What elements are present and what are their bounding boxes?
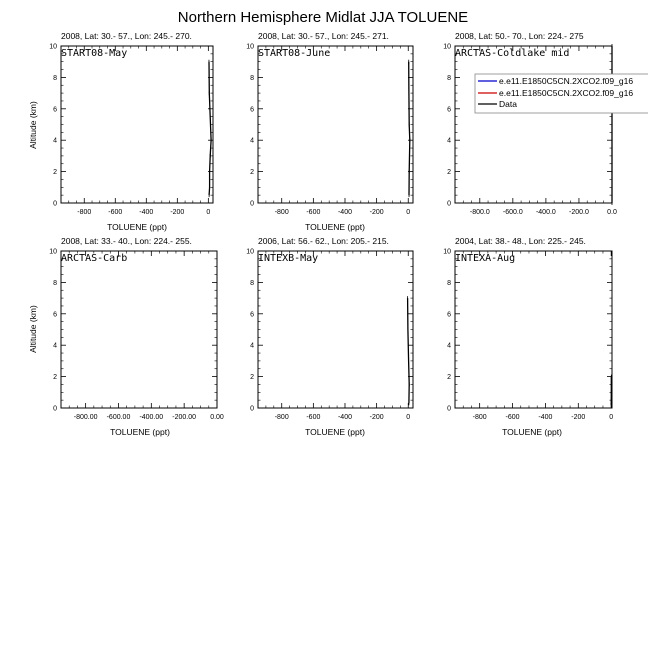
panel-intexa-aug bbox=[443, 236, 613, 437]
y-tick-label: 10 bbox=[49, 248, 57, 256]
x-tick-label: 0 bbox=[206, 209, 211, 216]
legend-label-data: Data bbox=[499, 99, 517, 109]
x-tick-label: 0 bbox=[406, 414, 411, 421]
x-tick-label: -400 bbox=[139, 209, 154, 216]
panel-start08-may bbox=[28, 31, 213, 232]
x-tick-label: -200 bbox=[571, 414, 586, 421]
panel-arctas-coldlake bbox=[443, 31, 617, 216]
x-tick-label: -600 bbox=[306, 414, 321, 421]
legend bbox=[475, 74, 648, 113]
x-axis-label: TOLUENE (ppt) bbox=[110, 427, 170, 437]
y-tick-label: 4 bbox=[53, 342, 57, 350]
y-tick-label: 0 bbox=[250, 200, 254, 208]
x-tick-label: -800 bbox=[274, 414, 289, 421]
x-tick-label: -400 bbox=[337, 414, 352, 421]
panel-label: INTEXA-Aug bbox=[455, 253, 516, 264]
panel-label: INTEXB-May bbox=[258, 253, 319, 264]
x-tick-label: -400 bbox=[538, 414, 553, 421]
panel-subtitle: 2008, Lat: 30.- 57., Lon: 245.- 271. bbox=[258, 31, 389, 41]
panel-subtitle: 2006, Lat: 56.- 62., Lon: 205.- 215. bbox=[258, 236, 389, 246]
y-tick-label: 6 bbox=[250, 106, 254, 114]
x-tick-label: -800.00 bbox=[73, 414, 98, 421]
x-tick-label: -800 bbox=[274, 209, 289, 216]
y-tick-label: 0 bbox=[53, 405, 57, 413]
y-tick-label: 8 bbox=[447, 279, 451, 287]
x-tick-label: -200 bbox=[369, 414, 384, 421]
x-tick-label: -400.0 bbox=[535, 209, 556, 216]
x-tick-label: -600.00 bbox=[106, 414, 131, 421]
y-tick-label: 10 bbox=[443, 248, 451, 256]
y-tick-label: 2 bbox=[447, 374, 451, 382]
x-axis-label: TOLUENE (ppt) bbox=[502, 427, 562, 437]
y-tick-label: 4 bbox=[250, 137, 254, 145]
y-tick-label: 2 bbox=[447, 169, 451, 177]
x-axis-label: TOLUENE (ppt) bbox=[305, 222, 365, 232]
series-line-data bbox=[209, 62, 211, 196]
y-tick-label: 6 bbox=[447, 106, 451, 114]
y-tick-label: 10 bbox=[443, 43, 451, 51]
panel-subtitle: 2008, Lat: 33.- 40., Lon: 224.- 255. bbox=[61, 236, 192, 246]
x-tick-label: -600 bbox=[108, 209, 123, 216]
panel-label: START08-June bbox=[258, 48, 331, 59]
panel-label: START08-May bbox=[61, 48, 128, 59]
panel-start08-june bbox=[246, 31, 413, 232]
y-tick-label: 0 bbox=[447, 405, 451, 413]
legend-label-model-1: e.e11.E1850C5CN.2XCO2.f09_g16 bbox=[499, 76, 634, 86]
x-tick-label: -400 bbox=[337, 209, 352, 216]
y-axis-label: Altitude (km) bbox=[28, 305, 38, 353]
x-tick-label: -200 bbox=[369, 209, 384, 216]
x-tick-label: -600 bbox=[306, 209, 321, 216]
panel-arctas-carb bbox=[28, 236, 224, 437]
x-tick-label: -200.0 bbox=[569, 209, 589, 216]
y-tick-label: 0 bbox=[250, 405, 254, 413]
y-tick-label: 4 bbox=[250, 342, 254, 350]
y-tick-label: 8 bbox=[53, 279, 57, 287]
panel-label: ARCTAS-Coldlake mid bbox=[455, 48, 570, 59]
legend-label-model-2: e.e11.E1850C5CN.2XCO2.f09_g16 bbox=[499, 88, 634, 98]
y-tick-label: 4 bbox=[447, 137, 451, 145]
plot-frame bbox=[455, 251, 612, 408]
x-tick-label: 0 bbox=[406, 209, 411, 216]
panel-subtitle: 2008, Lat: 50.- 70., Lon: 224.- 275 bbox=[455, 31, 584, 41]
x-tick-label: -400.00 bbox=[139, 414, 164, 421]
y-tick-label: 8 bbox=[447, 74, 451, 82]
y-tick-label: 8 bbox=[250, 74, 254, 82]
plot-frame bbox=[258, 46, 413, 203]
y-tick-label: 0 bbox=[53, 200, 57, 208]
panel-subtitle: 2004, Lat: 38.- 48., Lon: 225.- 245. bbox=[455, 236, 586, 246]
x-tick-label: -800.0 bbox=[469, 209, 490, 216]
x-axis-label: TOLUENE (ppt) bbox=[107, 222, 167, 232]
y-tick-label: 6 bbox=[250, 311, 254, 319]
panel-label: ARCTAS-Carb bbox=[61, 253, 128, 264]
y-tick-label: 10 bbox=[49, 43, 57, 51]
x-tick-label: -200 bbox=[170, 209, 185, 216]
y-tick-label: 10 bbox=[246, 248, 254, 256]
x-tick-label: -600.0 bbox=[502, 209, 523, 216]
panel-intexb-may bbox=[246, 236, 413, 437]
x-tick-label: -800 bbox=[472, 414, 487, 421]
plot-frame bbox=[455, 46, 612, 203]
y-tick-label: 4 bbox=[53, 137, 57, 145]
plot-frame bbox=[61, 46, 213, 203]
x-tick-label: -600 bbox=[505, 414, 520, 421]
x-tick-label: -800 bbox=[77, 209, 92, 216]
x-tick-label: 0 bbox=[609, 414, 614, 421]
y-tick-label: 8 bbox=[250, 279, 254, 287]
x-tick-label: -200.00 bbox=[172, 414, 197, 421]
x-axis-label: TOLUENE (ppt) bbox=[305, 427, 365, 437]
y-tick-label: 4 bbox=[447, 342, 451, 350]
y-tick-label: 8 bbox=[53, 74, 57, 82]
figure-title: Northern Hemisphere Midlat JJA TOLUENE bbox=[177, 9, 469, 26]
x-tick-label: 0.00 bbox=[210, 414, 224, 421]
y-tick-label: 2 bbox=[250, 374, 254, 382]
y-axis-label: Altitude (km) bbox=[28, 101, 38, 149]
y-tick-label: 6 bbox=[447, 311, 451, 319]
x-tick-label: 0.0 bbox=[607, 209, 617, 216]
y-tick-label: 2 bbox=[53, 374, 57, 382]
y-tick-label: 2 bbox=[250, 169, 254, 177]
y-tick-label: 2 bbox=[53, 169, 57, 177]
panel-subtitle: 2008, Lat: 30.- 57., Lon: 245.- 270. bbox=[61, 31, 192, 41]
y-tick-label: 6 bbox=[53, 106, 57, 114]
plot-frame bbox=[61, 251, 217, 408]
y-tick-label: 0 bbox=[447, 200, 451, 208]
y-tick-label: 10 bbox=[246, 43, 254, 51]
plot-frame bbox=[258, 251, 413, 408]
y-tick-label: 6 bbox=[53, 311, 57, 319]
series-line-data bbox=[409, 62, 410, 196]
